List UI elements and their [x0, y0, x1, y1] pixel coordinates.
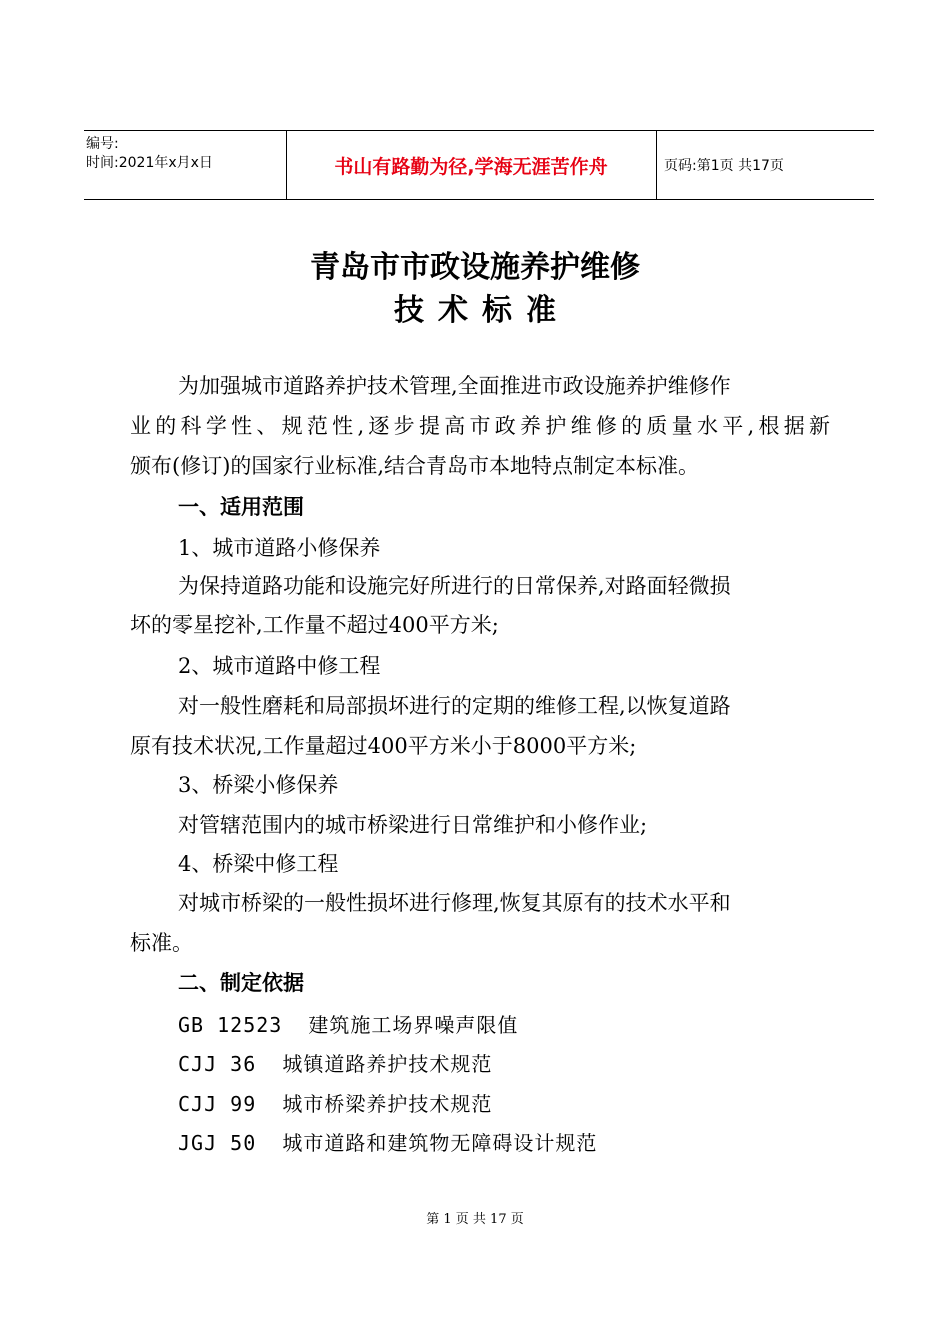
time-label: 时间:2021年x月x日 — [86, 155, 213, 171]
paragraph-line: 坏的零星挖补,工作量不超过400平方米; — [130, 613, 499, 637]
page-footer: 第 1 页 共 17 页 — [426, 1212, 524, 1227]
standard-item: CJJ 36 城镇道路养护技术规范 — [178, 1052, 493, 1076]
standard-item: GB 12523 建筑施工场界噪声限值 — [178, 1013, 519, 1037]
header-motto: 书山有路勤为径,学海无涯苦作舟 — [334, 155, 608, 178]
header-page-label: 页码:第1页 共17页 — [664, 158, 784, 174]
intro-line: 为加强城市道路养护技术管理,全面推进市政设施养护维修作 — [178, 374, 731, 398]
document-title: 青岛市市政设施养护维修 — [310, 250, 640, 285]
header-divider — [656, 131, 657, 199]
standard-item: JGJ 50 城市道路和建筑物无障碍设计规范 — [178, 1131, 598, 1155]
item-title: 3、桥梁小修保养 — [178, 773, 339, 797]
item-title: 4、桥梁中修工程 — [178, 852, 339, 876]
paragraph-line: 对一般性磨耗和局部损坏进行的定期的维修工程,以恢复道路 — [178, 694, 731, 718]
paragraph-line: 原有技术状况,工作量超过400平方米小于8000平方米; — [130, 734, 637, 758]
section-heading: 一、适用范围 — [178, 495, 304, 519]
paragraph-line: 对城市桥梁的一般性损坏进行修理,恢复其原有的技术水平和 — [178, 891, 731, 915]
intro-line: 颁布(修订)的国家行业标准,结合青岛市本地特点制定本标准。 — [130, 454, 700, 478]
document-subtitle: 技术标准 — [394, 293, 570, 328]
number-label: 编号: — [86, 136, 119, 152]
item-title: 1、城市道路小修保养 — [178, 536, 381, 560]
header-meta — [86, 131, 286, 199]
standard-item: CJJ 99 城市桥梁养护技术规范 — [178, 1092, 493, 1116]
intro-line: 业的科学性、规范性,逐步提高市政养护维修的质量水平,根据新 — [130, 414, 830, 438]
section-heading: 二、制定依据 — [178, 971, 304, 995]
item-title: 2、城市道路中修工程 — [178, 654, 381, 678]
paragraph-line: 对管辖范围内的城市桥梁进行日常维护和小修作业; — [178, 813, 648, 837]
header-divider — [286, 131, 287, 199]
paragraph-line: 标准。 — [130, 931, 193, 955]
paragraph-line: 为保持道路功能和设施完好所进行的日常保养,对路面轻微损 — [178, 574, 731, 598]
document-header — [84, 130, 874, 200]
